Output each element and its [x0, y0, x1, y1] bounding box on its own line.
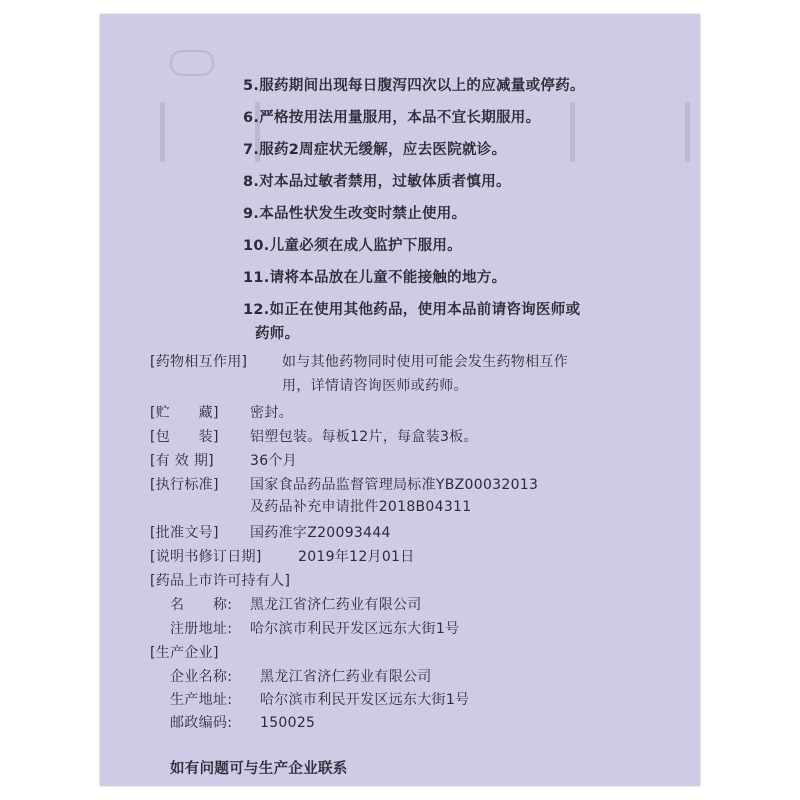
standard-label: [执行标准] — [150, 477, 219, 493]
standard-value: 国家食品药品监督管理局标准YBZ00032013 — [250, 477, 539, 493]
storage-label: [贮 藏] — [150, 405, 219, 421]
precaution-10: 10.儿童必须在成人监护下服用。 — [243, 238, 462, 254]
manufacturer-name-value: 黑龙江省济仁药业有限公司 — [260, 669, 432, 685]
holder-address-label: 注册地址: — [170, 621, 233, 637]
holder-title: [药品上市许可持有人] — [150, 573, 291, 589]
footer-note: 如有问题可与生产企业联系 — [170, 761, 348, 777]
postcode-value: 150025 — [260, 715, 316, 731]
package-value: 铝塑包装。每板12片，每盒装3板。 — [250, 429, 478, 445]
package-label: [包 装] — [150, 429, 219, 445]
interactions-label: [药物相互作用] — [150, 354, 248, 370]
precaution-5: 5.服药期间出现每日腹泻四次以上的应减量或停药。 — [243, 78, 585, 94]
precaution-12: 12.如正在使用其他药品，使用本品前请咨询医师或 — [243, 302, 581, 318]
manufacturer-address-label: 生产地址: — [170, 692, 233, 708]
precaution-8: 8.对本品过敏者禁用，过敏体质者慎用。 — [243, 174, 511, 190]
manufacturer-address-value: 哈尔滨市利民开发区远东大街1号 — [260, 692, 470, 708]
interactions-text-2: 用，详情请咨询医师或药师。 — [282, 378, 468, 394]
validity-value: 36个月 — [250, 453, 298, 469]
approval-value: 国药准字Z20093444 — [250, 525, 391, 541]
holder-address-value: 哈尔滨市利民开发区远东大街1号 — [250, 621, 460, 637]
standard-value-2: 及药品补充申请批件2018B04311 — [250, 499, 472, 515]
precaution-6: 6.严格按用法用量服用，本品不宜长期服用。 — [243, 110, 541, 126]
precaution-7: 7.服药2周症状无缓解，应去医院就诊。 — [243, 142, 507, 158]
manufacturer-title: [生产企业] — [150, 645, 219, 661]
revision-label: [说明书修订日期] — [150, 549, 262, 565]
approval-label: [批准文号] — [150, 525, 219, 541]
interactions-text-1: 如与其他药物同时使用可能会发生药物相互作 — [282, 354, 568, 370]
precaution-11: 11.请将本品放在儿童不能接触的地方。 — [243, 270, 507, 286]
precaution-12-cont: 药师。 — [255, 326, 300, 342]
revision-value: 2019年12月01日 — [298, 549, 415, 565]
instruction-leaflet — [100, 14, 700, 786]
validity-label: [有 效 期] — [150, 453, 214, 469]
precaution-9: 9.本品性状发生改变时禁止使用。 — [243, 206, 467, 222]
holder-name-label: 名 称: — [170, 597, 233, 613]
manufacturer-name-label: 企业名称: — [170, 669, 233, 685]
postcode-label: 邮政编码: — [170, 715, 233, 731]
storage-value: 密封。 — [250, 405, 293, 421]
holder-name-value: 黑龙江省济仁药业有限公司 — [250, 597, 422, 613]
